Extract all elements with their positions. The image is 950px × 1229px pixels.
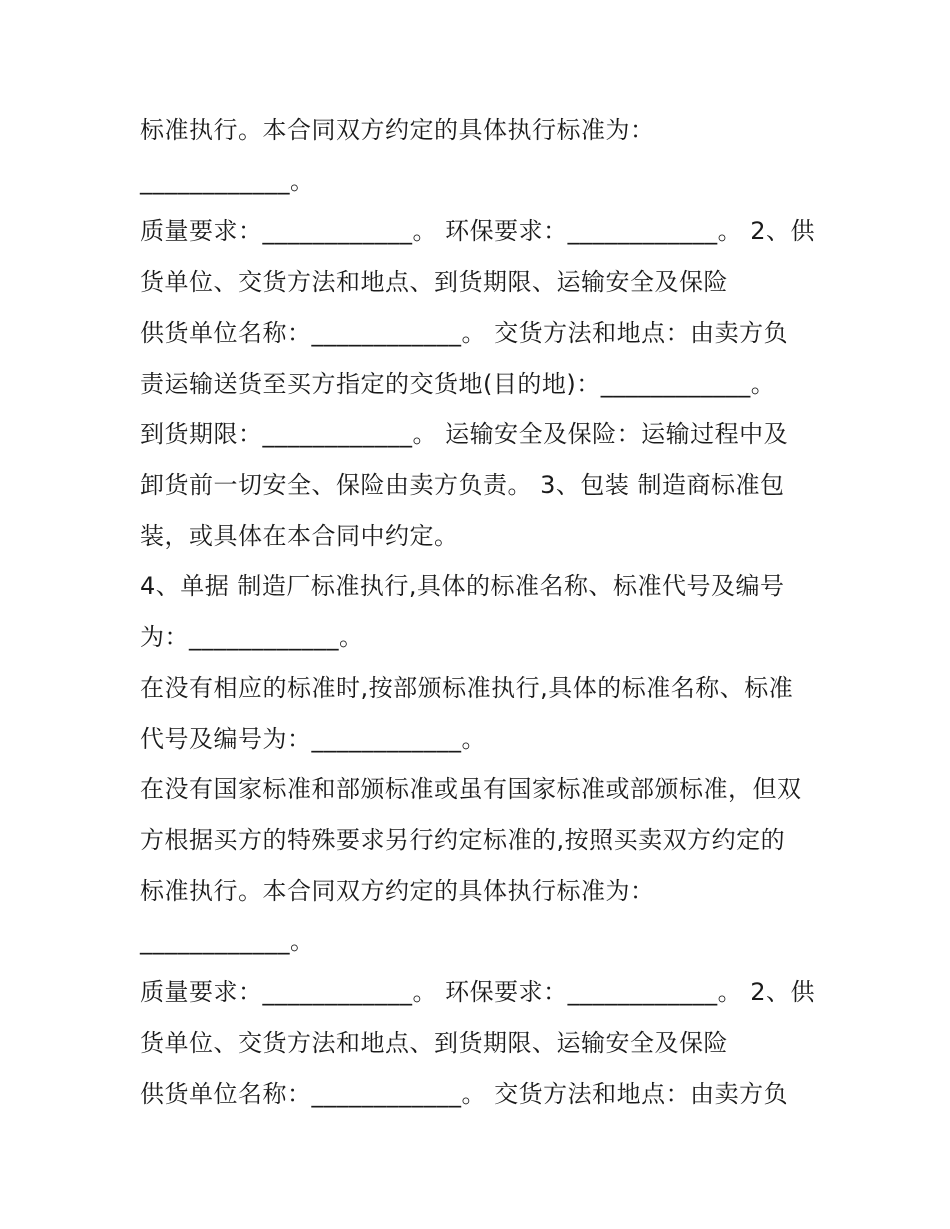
text-line: 质量要求：____________。 环保要求：____________。 2、供 — [140, 217, 816, 245]
text-line: 方根据买方的特殊要求另行约定标准的,按照买卖双方约定的 — [140, 826, 786, 854]
text-line: 货单位、交货方法和地点、到货期限、运输安全及保险 — [140, 1029, 728, 1057]
text-line: 卸货前一切安全、保险由卖方负责。 3、包装 制造商标准包 — [140, 471, 785, 499]
text-line: 在没有国家标准和部颁标准或虽有国家标准或部颁标准，但双 — [140, 775, 802, 803]
text-line: 代号及编号为：____________。 — [140, 725, 486, 753]
text-line: 标准执行。本合同双方约定的具体执行标准为： — [140, 877, 655, 905]
text-line: 质量要求：____________。 环保要求：____________。 2、供 — [140, 978, 816, 1006]
text-line: 为：____________。 — [140, 623, 364, 651]
text-line: 货单位、交货方法和地点、到货期限、运输安全及保险 — [140, 268, 728, 296]
text-line: 装，或具体在本合同中约定。 — [140, 522, 459, 550]
text-line: ____________。 — [140, 167, 315, 195]
text-line: 到货期限：____________。 运输安全及保险：运输过程中及 — [140, 420, 789, 448]
text-line: 供货单位名称：____________。 交货方法和地点：由卖方负 — [140, 1080, 789, 1108]
text-line: 标准执行。本合同双方约定的具体执行标准为： — [140, 116, 655, 144]
text-line: 供货单位名称：____________。 交货方法和地点：由卖方负 — [140, 319, 789, 347]
text-line: 在没有相应的标准时,按部颁标准执行,具体的标准名称、标准 — [140, 674, 794, 702]
text-line: ____________。 — [140, 927, 315, 955]
text-line: 责运输送货至买方指定的交货地(目的地)：____________。 — [140, 370, 776, 398]
text-line: 4、单据 制造厂标准执行,具体的标准名称、标准代号及编号 — [140, 572, 785, 600]
